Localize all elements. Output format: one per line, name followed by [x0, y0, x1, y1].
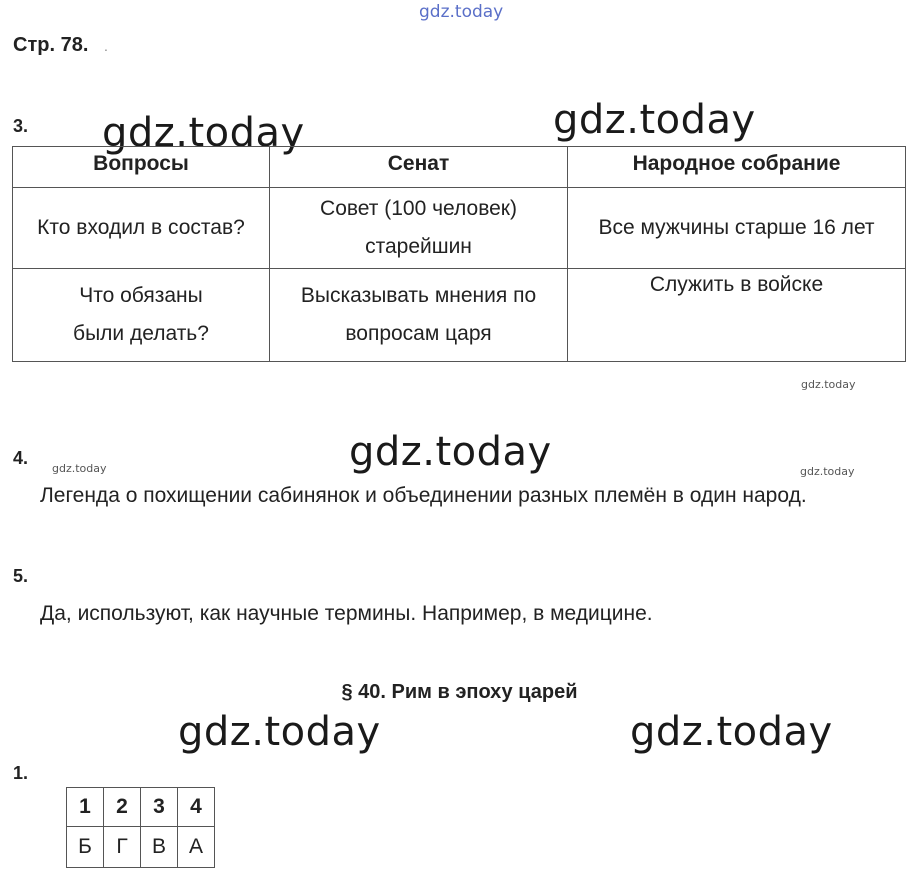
table-cell: В	[141, 827, 178, 868]
table-header-cell: 3	[141, 788, 178, 827]
table-cell: А	[178, 827, 215, 868]
table-cell: Г	[104, 827, 141, 868]
table-cell: Высказывать мнения по вопросам царя	[270, 269, 568, 362]
table-cell: Служить в войске	[568, 269, 906, 362]
table-header-row	[67, 788, 215, 827]
watermark-large: gdz.today	[553, 97, 756, 143]
task-4-number: 4.	[13, 448, 29, 468]
watermark-small: gdz.today	[801, 378, 856, 391]
table-row	[13, 188, 906, 269]
watermark-small: gdz.today	[800, 465, 855, 478]
watermark-large: gdz.today	[630, 709, 833, 755]
table-cell: Все мужчины старше 16 лет	[568, 188, 906, 269]
table-cell: Кто входил в состав?	[13, 188, 270, 269]
task-5-answer: Да, используют, как научные термины. Например, в медицине.	[40, 602, 653, 625]
task-1-number: 1.	[13, 763, 29, 783]
table-row	[67, 827, 215, 868]
watermark-top: gdz.today	[419, 2, 504, 22]
table-header-cell: Вопросы	[13, 147, 270, 188]
table-cell: Б	[67, 827, 104, 868]
table-header-cell: 4	[178, 788, 215, 827]
page-ref-dot: .	[104, 38, 108, 54]
watermark-small: gdz.today	[52, 462, 107, 475]
watermark-large: gdz.today	[349, 429, 552, 475]
task-5-number: 5.	[13, 566, 29, 586]
watermark-large: gdz.today	[102, 110, 305, 156]
task-4-answer: Легенда о похищении сабинянок и объединении разных племён в один народ.	[40, 484, 807, 507]
watermark-large: gdz.today	[178, 709, 381, 755]
table-header-cell: Сенат	[270, 147, 568, 188]
table-header-row	[13, 147, 906, 188]
page-ref: Стр. 78.	[13, 34, 89, 56]
table-cell: Совет (100 человек) старейшин	[270, 188, 568, 269]
table-header-cell: 2	[104, 788, 141, 827]
section-title: § 40. Рим в эпоху царей	[341, 681, 578, 703]
table-header-cell: Народное собрание	[568, 147, 906, 188]
task-1-table	[66, 787, 215, 868]
table-cell: Что обязаны были делать?	[13, 269, 270, 362]
table-header-cell: 1	[67, 788, 104, 827]
table-row	[13, 269, 906, 362]
task-3-number: 3.	[13, 116, 29, 136]
task-3-table	[12, 146, 906, 362]
